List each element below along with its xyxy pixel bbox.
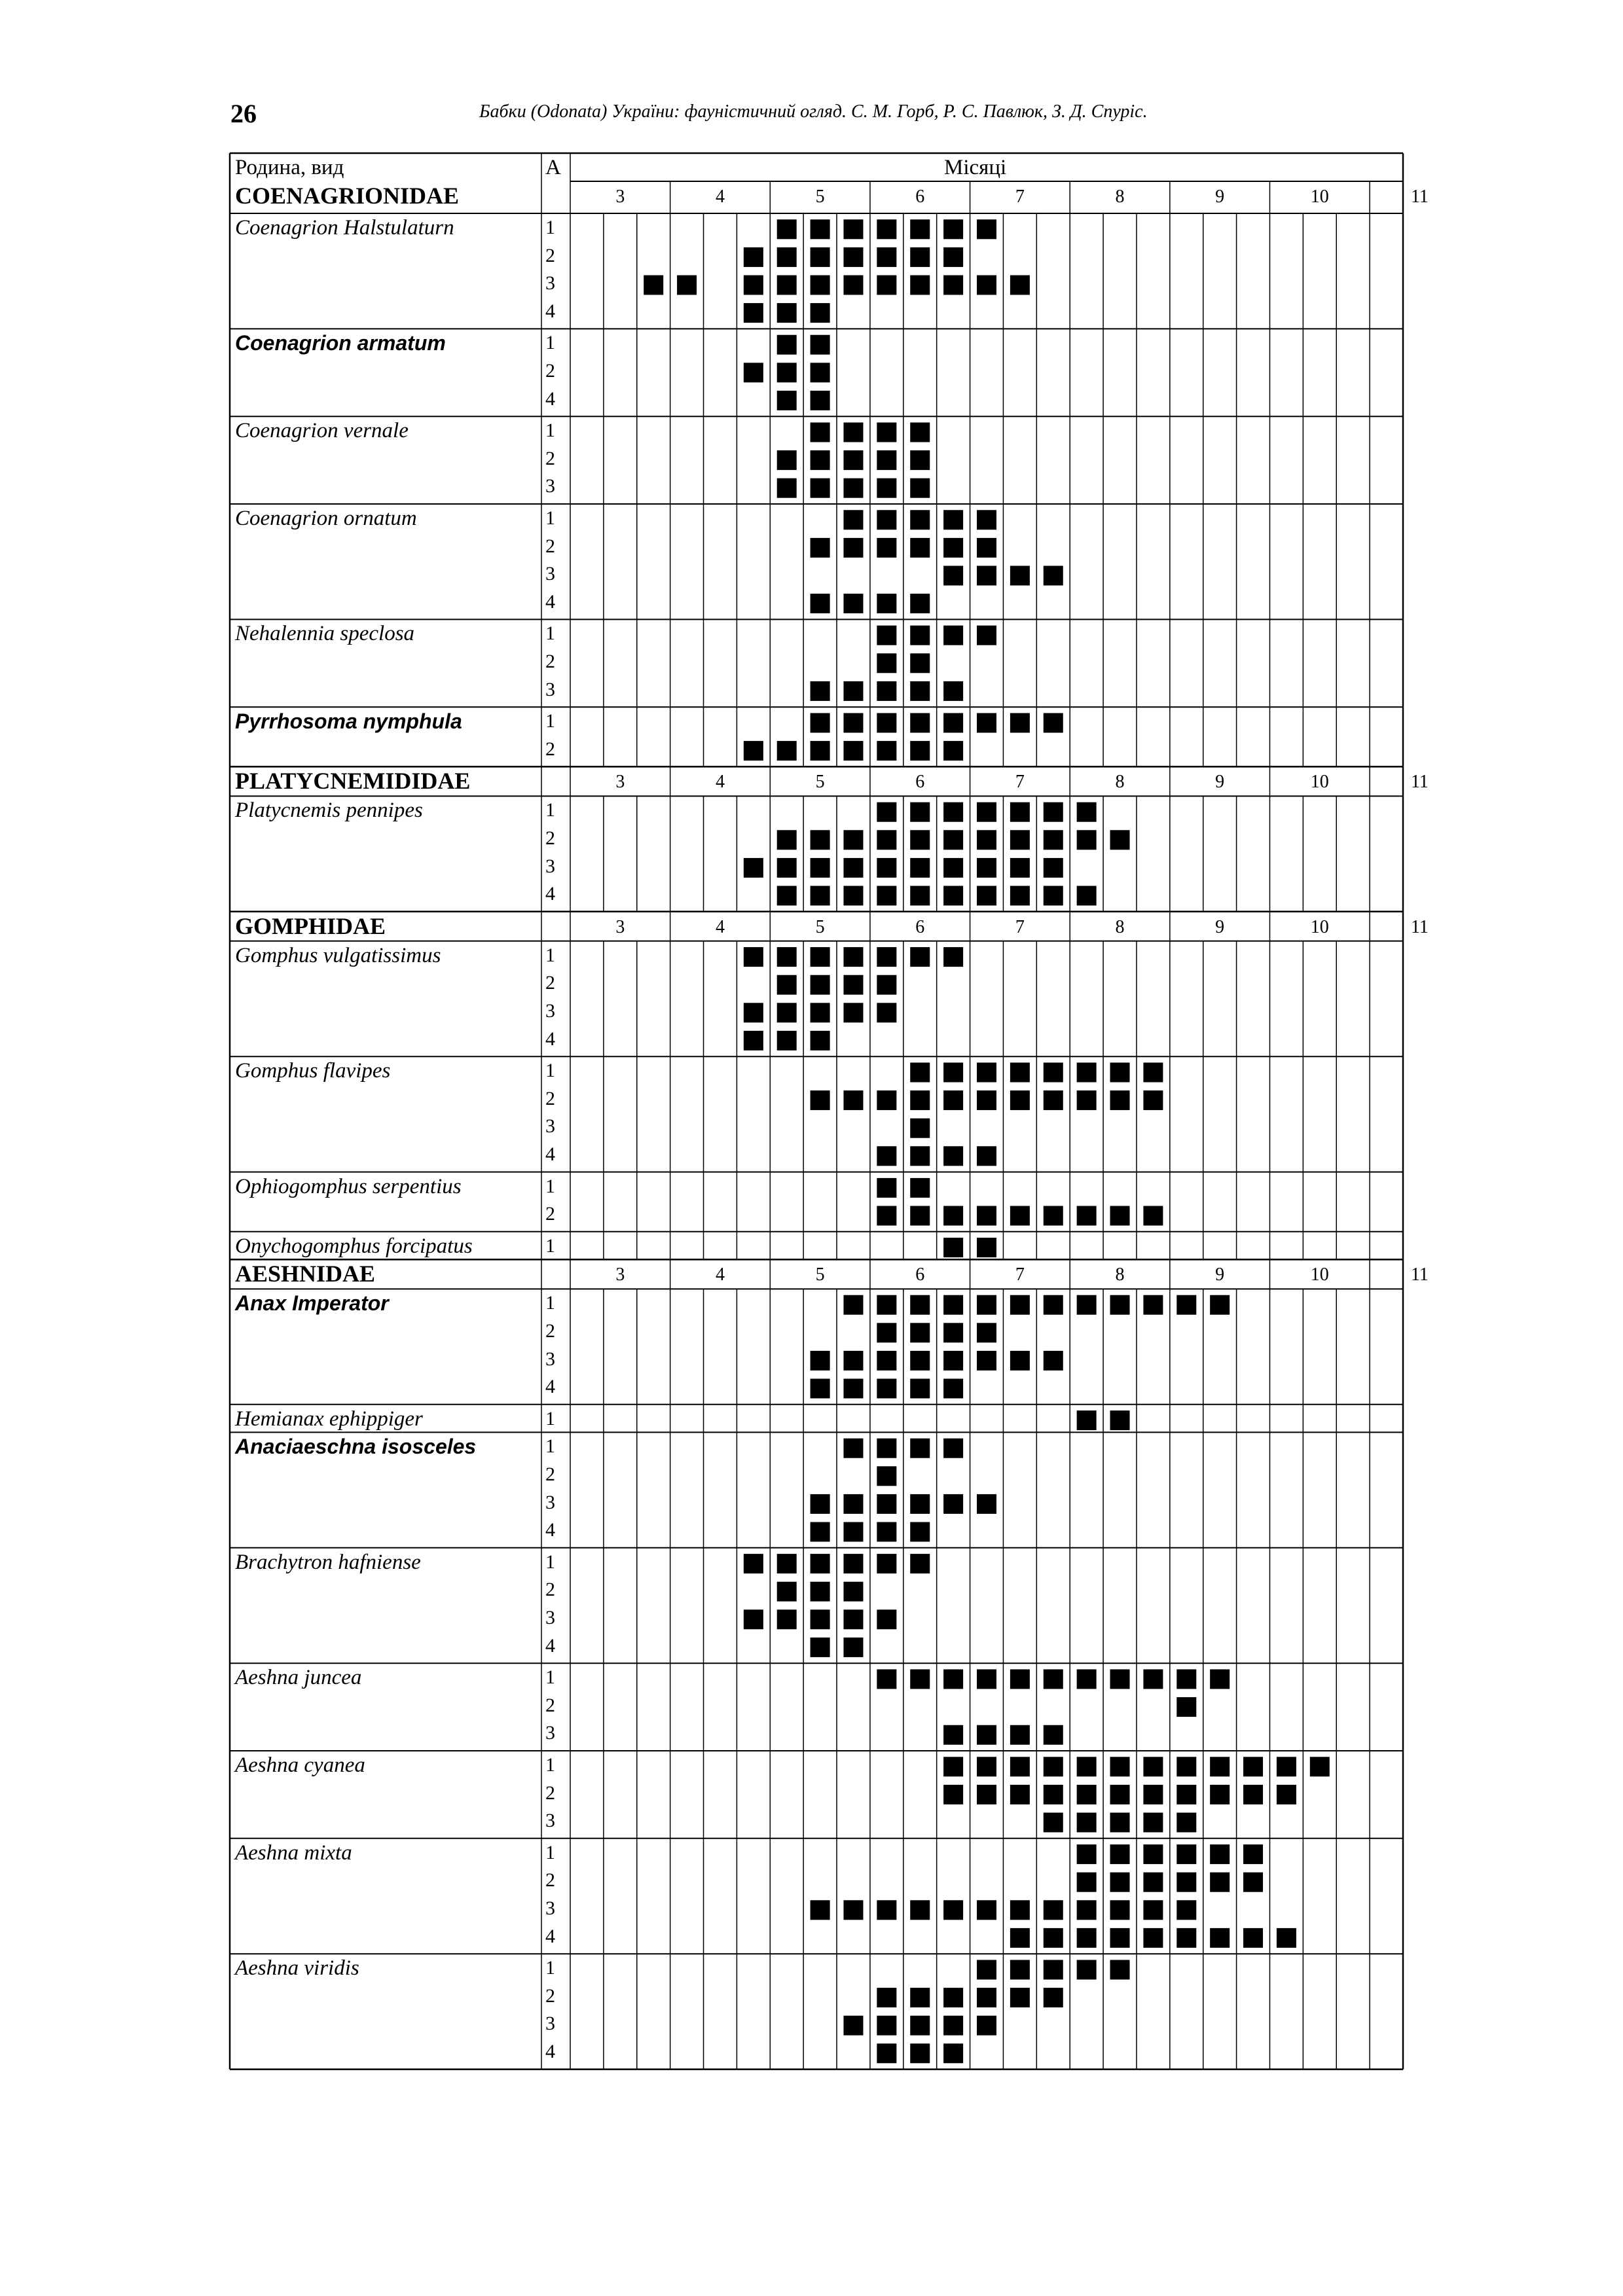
abundance-class: 4 xyxy=(545,883,555,905)
species-name: Aeshna mixta xyxy=(235,1840,352,1865)
abundance-class: 2 xyxy=(545,1320,555,1342)
month-label: 10 xyxy=(1310,1265,1329,1285)
abundance-class: 2 xyxy=(545,244,555,266)
abundance-class: 3 xyxy=(545,2013,555,2035)
abundance-class: 1 xyxy=(545,1175,555,1197)
abundance-class: 2 xyxy=(545,972,555,994)
abundance-class: 4 xyxy=(545,1519,555,1541)
species-name: Hemianax ephippiger xyxy=(235,1407,423,1431)
month-label: 7 xyxy=(1015,187,1025,207)
family-name: PLATYCNEMIDIDAE xyxy=(235,768,471,795)
column-header-family-species: Родина, вид xyxy=(235,156,344,179)
month-label: 7 xyxy=(1015,916,1025,937)
month-label: 6 xyxy=(915,772,925,793)
abundance-class: 3 xyxy=(545,678,555,700)
month-label: 5 xyxy=(815,187,825,207)
abundance-class: 1 xyxy=(545,217,555,238)
abundance-class: 2 xyxy=(545,360,555,382)
abundance-class: 2 xyxy=(545,827,555,849)
species-name: Pyrrhosoma nymphula xyxy=(235,709,462,734)
species-name: Anaciaeschna isosceles xyxy=(235,1435,477,1459)
species-name: Gomphus vulgatissimus xyxy=(235,943,441,967)
abundance-class: 1 xyxy=(545,1292,555,1314)
abundance-class: 1 xyxy=(545,1957,555,1979)
abundance-class: 1 xyxy=(545,1060,555,1082)
abundance-class: 3 xyxy=(545,1348,555,1370)
abundance-class: 2 xyxy=(545,1087,555,1109)
species-name: Aeshna cyanea xyxy=(235,1753,365,1777)
abundance-class: 4 xyxy=(545,2041,555,2062)
species-name: Coenagrion armatum xyxy=(235,331,446,355)
month-label: 6 xyxy=(915,1265,925,1285)
abundance-class: 1 xyxy=(545,710,555,732)
abundance-class: 2 xyxy=(545,1984,555,2007)
abundance-class: 4 xyxy=(545,1028,555,1050)
abundance-class: 3 xyxy=(545,1000,555,1022)
month-label: 9 xyxy=(1215,772,1225,793)
abundance-class: 3 xyxy=(545,855,555,877)
column-header-months: Місяці xyxy=(944,156,1007,179)
abundance-class: 4 xyxy=(545,1634,555,1657)
abundance-class: 4 xyxy=(545,387,555,410)
month-label: 5 xyxy=(815,772,825,793)
abundance-class: 4 xyxy=(545,1376,555,1398)
species-name: Brachytron hafniense xyxy=(235,1550,421,1574)
species-name: Nehalennia speclosa xyxy=(235,622,415,646)
abundance-class: 1 xyxy=(545,622,555,645)
month-label: 3 xyxy=(615,916,625,937)
month-label: 9 xyxy=(1215,187,1225,207)
family-name: GOMPHIDAE xyxy=(235,912,386,939)
month-label: 5 xyxy=(815,1265,825,1285)
abundance-class: 4 xyxy=(545,1143,555,1165)
month-label: 8 xyxy=(1115,187,1125,207)
abundance-class: 3 xyxy=(545,1897,555,1919)
family-name: AESHNIDAE xyxy=(235,1261,376,1287)
abundance-class: 3 xyxy=(545,475,555,497)
month-label: 4 xyxy=(715,1265,725,1285)
month-label: 4 xyxy=(715,187,725,207)
abundance-class: 2 xyxy=(545,447,555,469)
abundance-class: 2 xyxy=(545,1869,555,1892)
abundance-class: 4 xyxy=(545,590,555,613)
abundance-class: 1 xyxy=(545,944,555,966)
month-label: 4 xyxy=(715,916,725,937)
month-label: 3 xyxy=(615,187,625,207)
abundance-class: 1 xyxy=(545,1407,555,1429)
month-label: 8 xyxy=(1115,772,1125,793)
abundance-class: 2 xyxy=(545,1694,555,1716)
month-label: 3 xyxy=(615,772,625,793)
month-label: 10 xyxy=(1310,772,1329,793)
abundance-class: 1 xyxy=(545,1754,555,1776)
species-name: Aeshna viridis xyxy=(235,1956,359,1981)
abundance-class: 1 xyxy=(545,1551,555,1573)
species-name: Onychogomphus forcipatus xyxy=(235,1234,473,1258)
species-name: Ophiogomphus serpentius xyxy=(235,1174,462,1198)
species-name: Platycnemis pennipes xyxy=(235,798,423,823)
abundance-class: 2 xyxy=(545,738,555,760)
month-label: 3 xyxy=(615,1265,625,1285)
month-label: 8 xyxy=(1115,1265,1125,1285)
month-label: 7 xyxy=(1015,772,1025,793)
abundance-class: 1 xyxy=(545,1435,555,1458)
abundance-class: 1 xyxy=(545,332,555,354)
abundance-class: 1 xyxy=(545,799,555,821)
abundance-class: 1 xyxy=(545,1841,555,1863)
abundance-class: 3 xyxy=(545,1810,555,1832)
abundance-class: 1 xyxy=(545,1234,555,1257)
abundance-class: 3 xyxy=(545,1722,555,1744)
abundance-class: 4 xyxy=(545,300,555,322)
month-label: 11 xyxy=(1410,1265,1429,1285)
page-header-title: Бабки (Odonata) України: фауністичний огляд. С. М. Горб, Р. С. Павлюк, З. Д. Спуріс. xyxy=(479,101,1148,122)
species-name: Coenagrion Halstulaturn xyxy=(235,216,454,240)
species-name: Gomphus flavipes xyxy=(235,1059,391,1083)
abundance-class: 4 xyxy=(545,1925,555,1947)
abundance-class: 3 xyxy=(545,563,555,585)
abundance-class: 3 xyxy=(545,1115,555,1138)
abundance-class: 2 xyxy=(545,535,555,557)
month-label: 11 xyxy=(1410,772,1429,793)
abundance-class: 1 xyxy=(545,507,555,529)
abundance-class: 2 xyxy=(545,1203,555,1225)
page-number: 26 xyxy=(230,99,257,128)
column-header-abundance: А xyxy=(545,156,561,179)
abundance-class: 2 xyxy=(545,651,555,672)
species-name: Coenagrion ornatum xyxy=(235,507,417,530)
month-label: 7 xyxy=(1015,1265,1025,1285)
month-label: 8 xyxy=(1115,916,1125,937)
species-name: Aeshna juncea xyxy=(235,1666,362,1690)
abundance-class: 2 xyxy=(545,1579,555,1601)
abundance-class: 3 xyxy=(545,1491,555,1513)
abundance-class: 3 xyxy=(545,272,555,295)
month-label: 11 xyxy=(1410,187,1429,207)
abundance-class: 3 xyxy=(545,1607,555,1628)
abundance-class: 2 xyxy=(545,1463,555,1485)
abundance-class: 1 xyxy=(545,1666,555,1689)
abundance-class: 2 xyxy=(545,1782,555,1804)
abundance-class: 1 xyxy=(545,420,555,442)
month-label: 11 xyxy=(1410,916,1429,937)
month-label: 4 xyxy=(715,772,725,793)
month-label: 6 xyxy=(915,187,925,207)
species-name: Coenagrion vernale xyxy=(235,419,409,443)
month-label: 9 xyxy=(1215,1265,1225,1285)
species-name: Anax Imperator xyxy=(235,1291,389,1316)
family-name: COENAGRIONIDAE xyxy=(235,183,460,209)
month-label: 5 xyxy=(815,916,825,937)
month-label: 10 xyxy=(1310,187,1329,207)
month-label: 6 xyxy=(915,916,925,937)
month-label: 9 xyxy=(1215,916,1225,937)
month-label: 10 xyxy=(1310,916,1329,937)
